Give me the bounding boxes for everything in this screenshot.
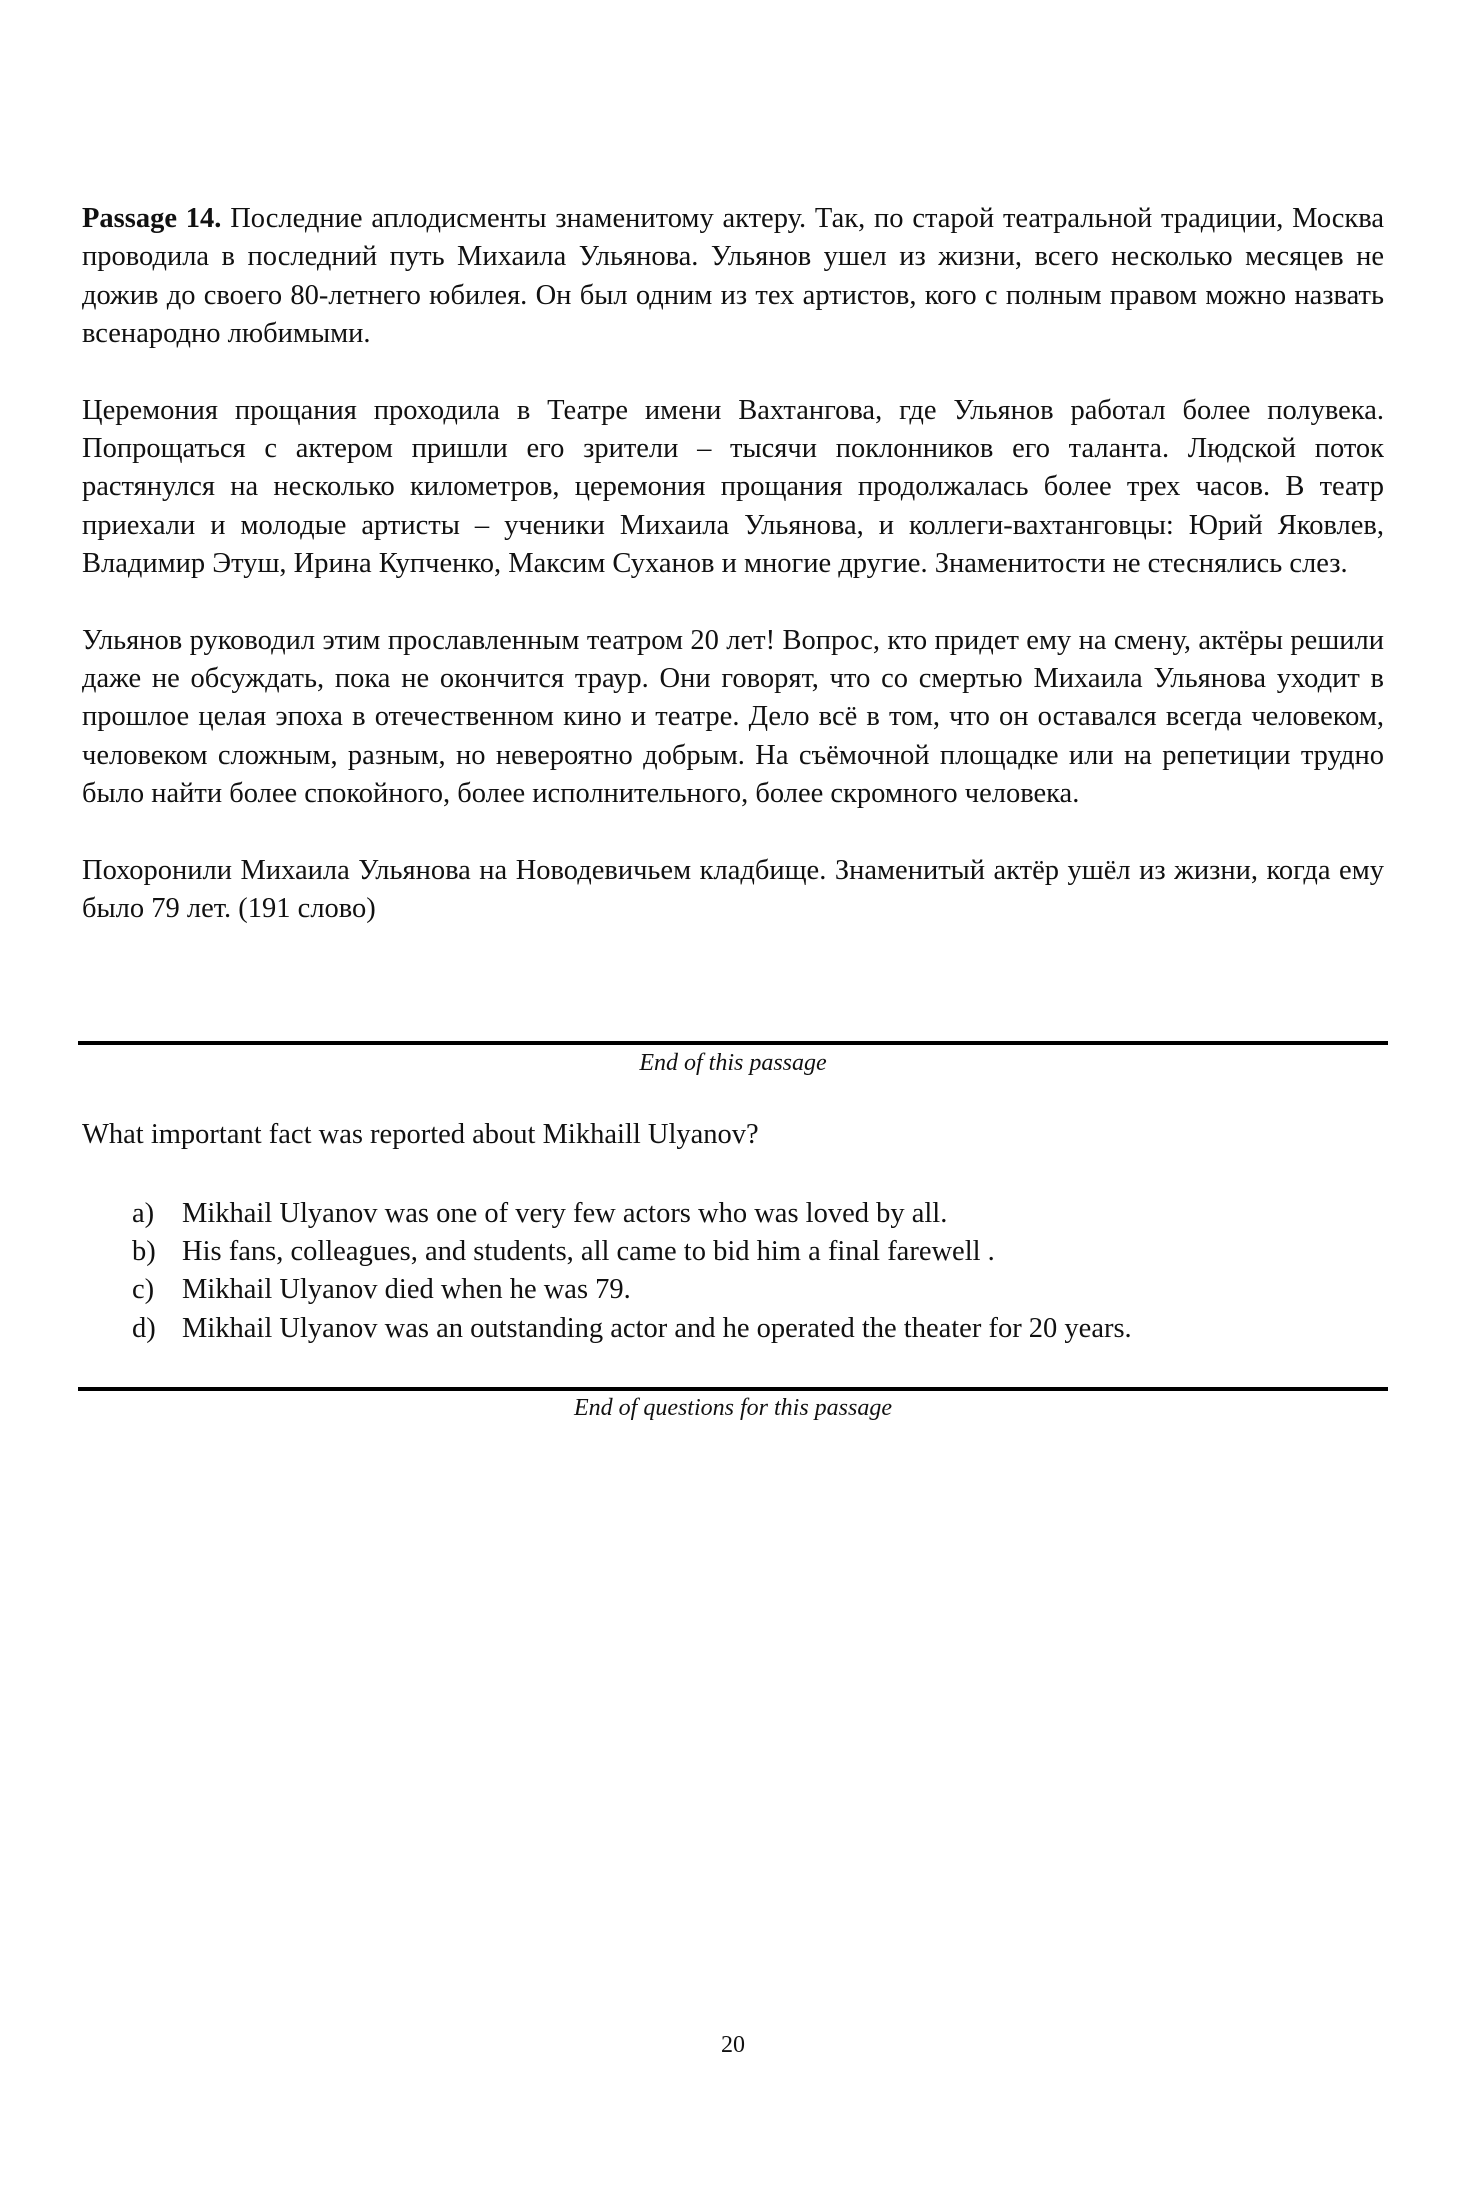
page-number: 20: [721, 2032, 745, 2058]
questions-divider: [78, 1387, 1388, 1391]
passage-paragraph-2: Церемония прощания проходила в Театре имени Вахтангова, где Ульянов работал более полувека. Попрощаться с актером пришли его зрители – тысячи поклонников его таланта. Людской поток растянулся на несколько километров, церемония прощания продолжалась более трех часов. В театр приехали и молодые артисты – ученики Михаила Ульянова, и коллеги-вахтанговцы: Юрий Яковлев, Владимир Этуш, Ирина Купченко, Максим Суханов и многие другие. Знаменитости не стеснялись слез.: [82, 394, 1384, 580]
passage-paragraph-1-text: Последние аплодисменты знаменитому актеру. Так, по старой театральной традиции, Москва проводила в последний путь Михаила Ульянова. Ульянов ушел из жизни, всего несколько месяцев не дожив до своего 80-летнего юбилея. Он был одним из тех артистов, кого с полным правом можно назвать всенародно любимыми.: [82, 203, 1384, 350]
end-of-passage-note: End of this passage: [639, 1050, 827, 1076]
answer-option-d: [82, 1310, 1384, 1348]
answer-options: [82, 1195, 1384, 1348]
answer-option-c: [82, 1271, 1384, 1309]
option-letter: b): [132, 1236, 156, 1268]
option-letter: d): [132, 1312, 156, 1344]
option-text: Mikhail Ulyanov was an outstanding actor and he operated the theater for 20 years.: [182, 1312, 1132, 1344]
option-text: His fans, colleagues, and students, all came to bid him a final farewell .: [182, 1236, 995, 1268]
passage-label: Passage 14.: [82, 203, 222, 234]
passage-body: [82, 200, 1384, 929]
answer-option-a: [82, 1195, 1384, 1233]
end-of-questions-note: End of questions for this passage: [573, 1395, 892, 1421]
passage-paragraph-3: Ульянов руководил этим прославленным театром 20 лет! Вопрос, кто придет ему на смену, актёры решили даже не обсуждать, пока не окончится траур. Они говорят, что со смертью Михаила Ульянова уходит в прошлое целая эпоха в отечественном кино и театре. Дело всё в том, что он оставался всегда человеком, человеком сложным, разным, но невероятно добрым. На съёмочной площадке или на репетиции трудно было найти более спокойного, более исполнительного, более скромного человека.: [82, 624, 1384, 810]
option-letter: a): [132, 1198, 155, 1229]
passage-paragraph-1: [82, 200, 1384, 354]
option-text: Mikhail Ulyanov died when he was 79.: [182, 1274, 631, 1306]
question-text: What important fact was reported about Mikhaill Ulyanov?: [82, 1119, 759, 1150]
passage-paragraph-4: Похоронили Михаила Ульянова на Новодевичьем кладбище. Знаменитый актёр ушёл из жизни, когда ему было 79 лет. (191 слово): [82, 854, 1384, 925]
option-text: Mikhail Ulyanov was one of very few actors who was loved by all.: [182, 1198, 948, 1229]
option-letter: c): [132, 1274, 155, 1306]
answer-option-b: [82, 1233, 1384, 1271]
passage-divider: [78, 1041, 1388, 1045]
